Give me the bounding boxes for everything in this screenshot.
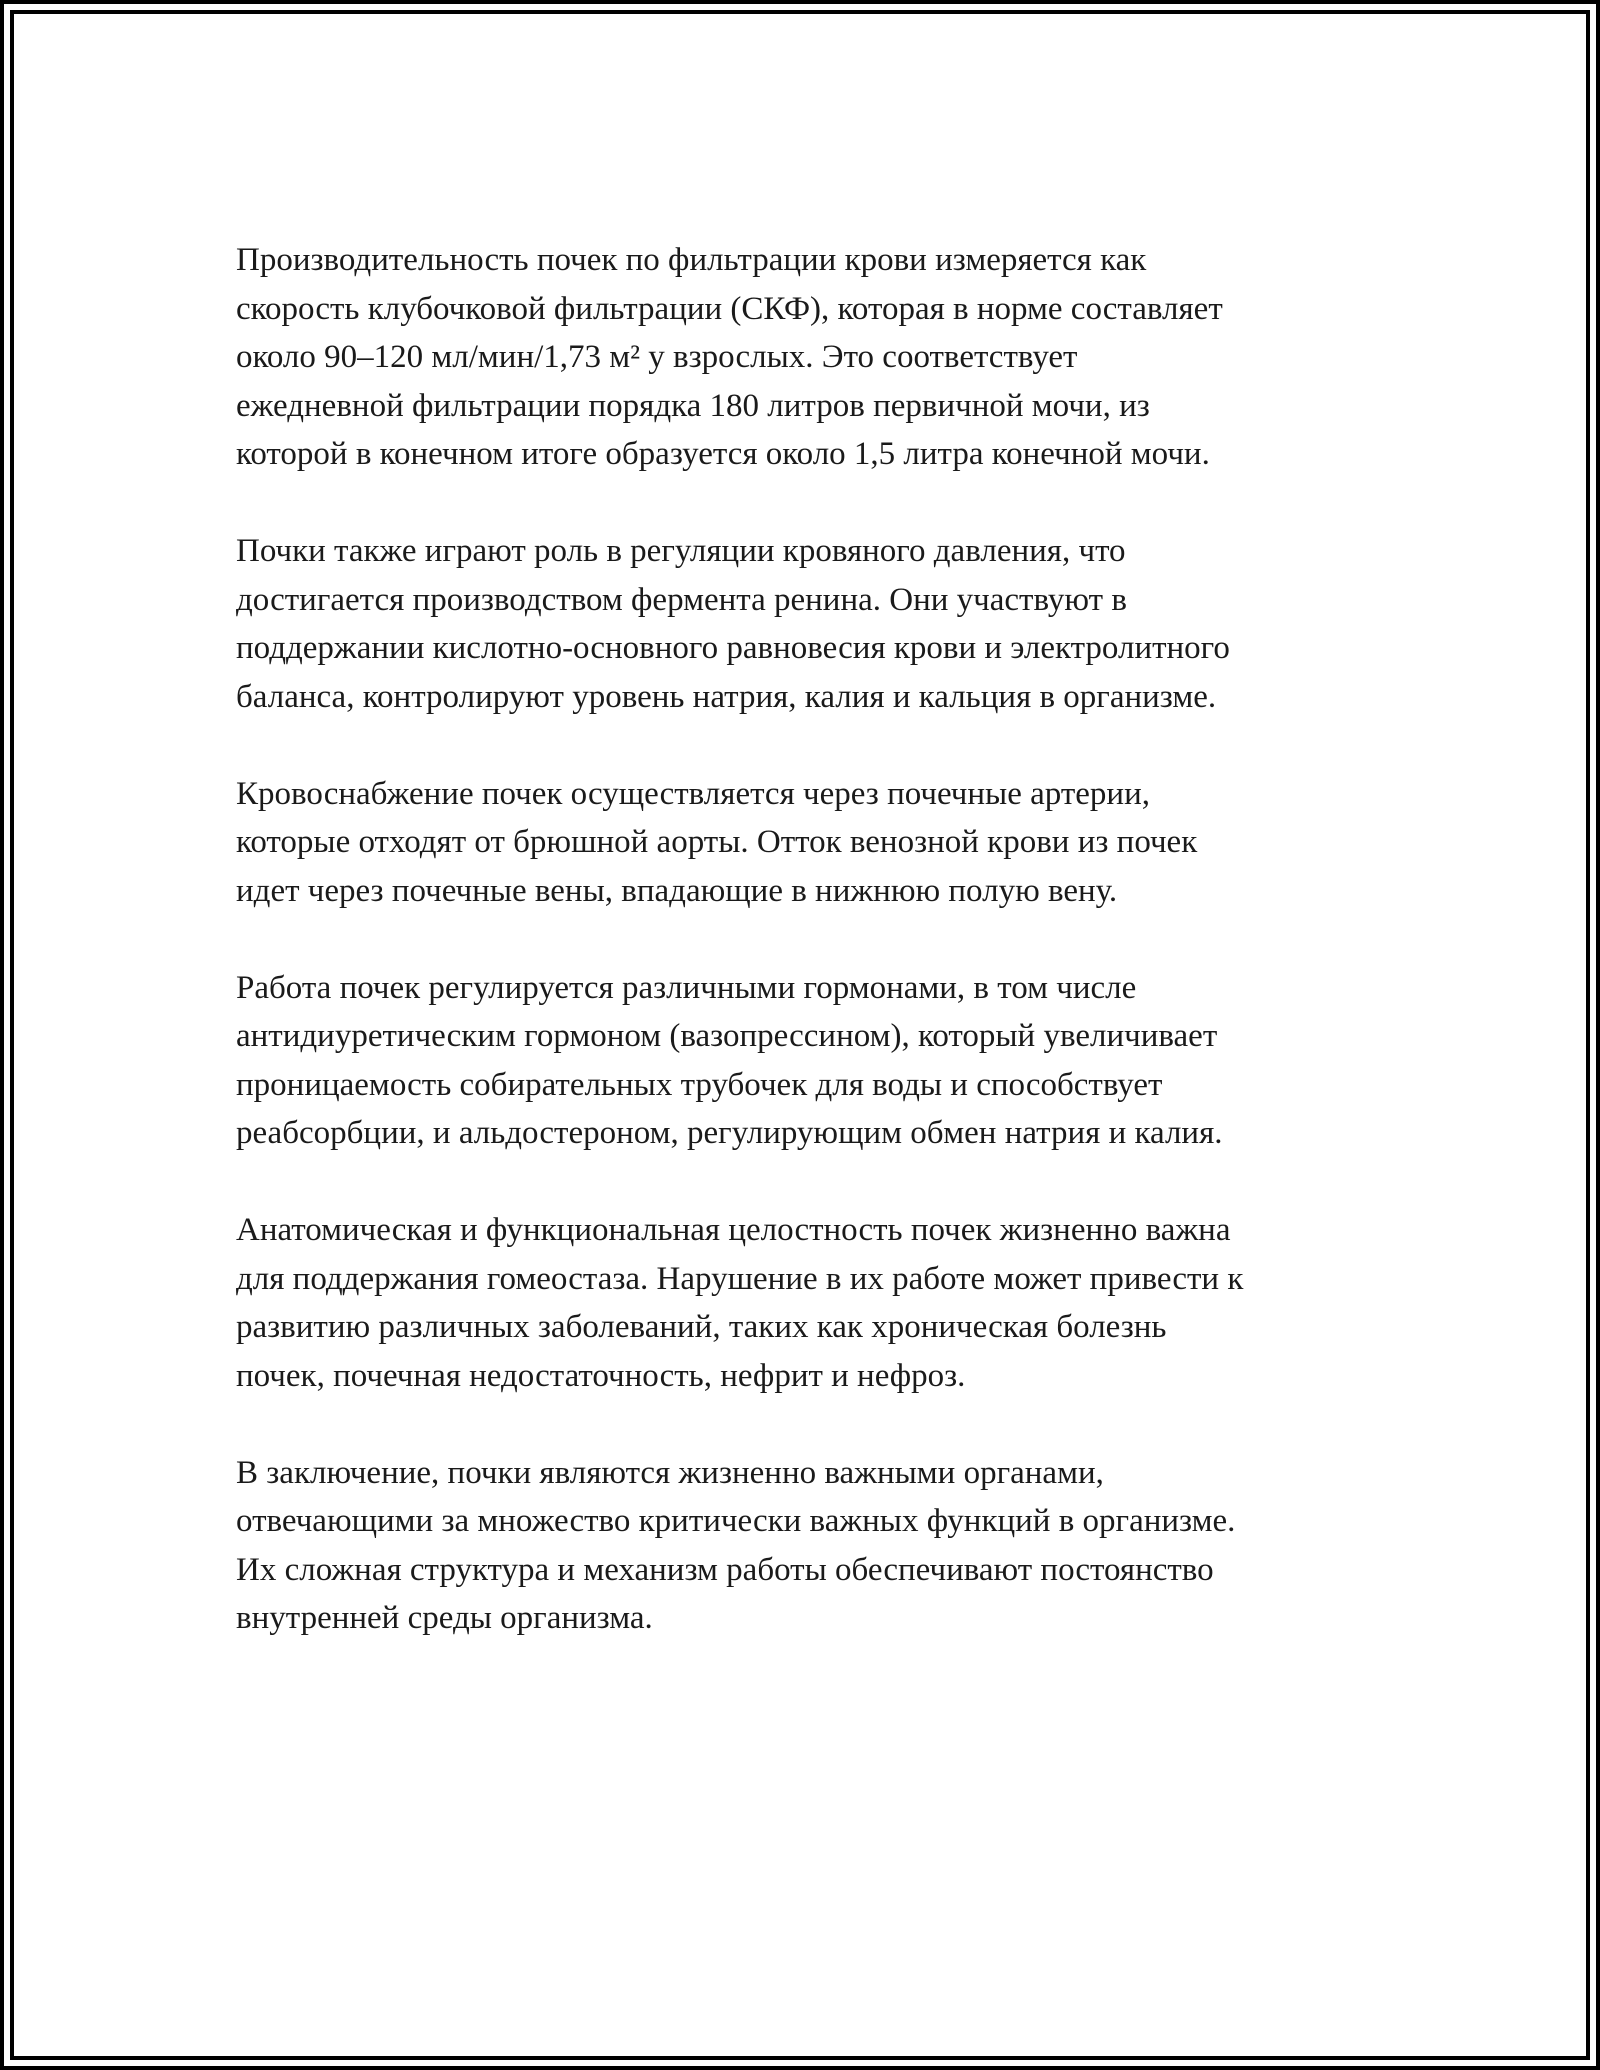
text-line: В заключение, почки являются жизненно важными органами, bbox=[236, 1454, 1104, 1491]
text-line: Кровоснабжение почек осуществляется через почечные артерии, bbox=[236, 775, 1150, 812]
text-line: поддержании кислотно-основного равновесия крови и электролитного bbox=[236, 630, 1230, 666]
text-line: Их сложная структура и механизм работы обеспечивают постоянство bbox=[236, 1551, 1214, 1588]
text-line: ежедневной фильтрации порядка 180 литров первичной мочи, из bbox=[236, 387, 1150, 424]
text-line: которые отходят от брюшной аорты. Отток венозной крови из почек bbox=[236, 824, 1198, 860]
text-line: для поддержания гомеостаза. Нарушение в их работе может привести к bbox=[236, 1260, 1244, 1297]
text-line: достигается производством фермента ренина. Они участвуют в bbox=[236, 581, 1127, 618]
text-line: внутренней среды организма. bbox=[236, 1600, 653, 1636]
text-line: почек, почечная недостаточность, нефрит и нефроз. bbox=[236, 1357, 966, 1394]
paragraph-hormonal-regulation bbox=[236, 964, 1366, 1158]
paragraph-integrity bbox=[236, 1206, 1366, 1400]
text-line: реабсорбции, и альдостероном, регулирующим обмен натрия и калия. bbox=[236, 1115, 1223, 1151]
text-line: идет через почечные вены, впадающие в нижнюю полую вену. bbox=[236, 872, 1118, 909]
text-line: антидиуретическим гормоном (вазопрессином), который увеличивает bbox=[236, 1018, 1218, 1054]
paragraph-blood-pressure bbox=[236, 527, 1366, 721]
text-line: Работа почек регулируется различными гормонами, в том числе bbox=[236, 969, 1137, 1006]
text-line: около 90–120 мл/мин/1,73 м² у взрослых. Это соответствует bbox=[236, 339, 1078, 375]
text-line: Производительность почек по фильтрации крови измеряется как bbox=[236, 242, 1147, 278]
text-line: Анатомическая и функциональная целостность почек жизненно важна bbox=[236, 1212, 1231, 1248]
text-line: которой в конечном итоге образуется около 1,5 литра конечной мочи. bbox=[236, 436, 1210, 472]
text-line: скорость клубочковой фильтрации (СКФ), которая в норме составляет bbox=[236, 290, 1223, 327]
paragraph-blood-supply bbox=[236, 770, 1366, 916]
text-line: Почки также играют роль в регуляции кровяного давления, что bbox=[236, 533, 1126, 569]
document-body bbox=[236, 236, 1366, 1691]
text-line: развитию различных заболеваний, таких как хроническая болезнь bbox=[236, 1309, 1167, 1345]
text-line: баланса, контролируют уровень натрия, калия и кальция в организме. bbox=[236, 678, 1217, 715]
text-line: проницаемость собирательных трубочек для воды и способствует bbox=[236, 1066, 1163, 1103]
paragraph-conclusion bbox=[236, 1449, 1366, 1643]
text-line: отвечающими за множество критически важных функций в организме. bbox=[236, 1503, 1236, 1539]
paragraph-glomerular-filtration bbox=[236, 236, 1366, 479]
